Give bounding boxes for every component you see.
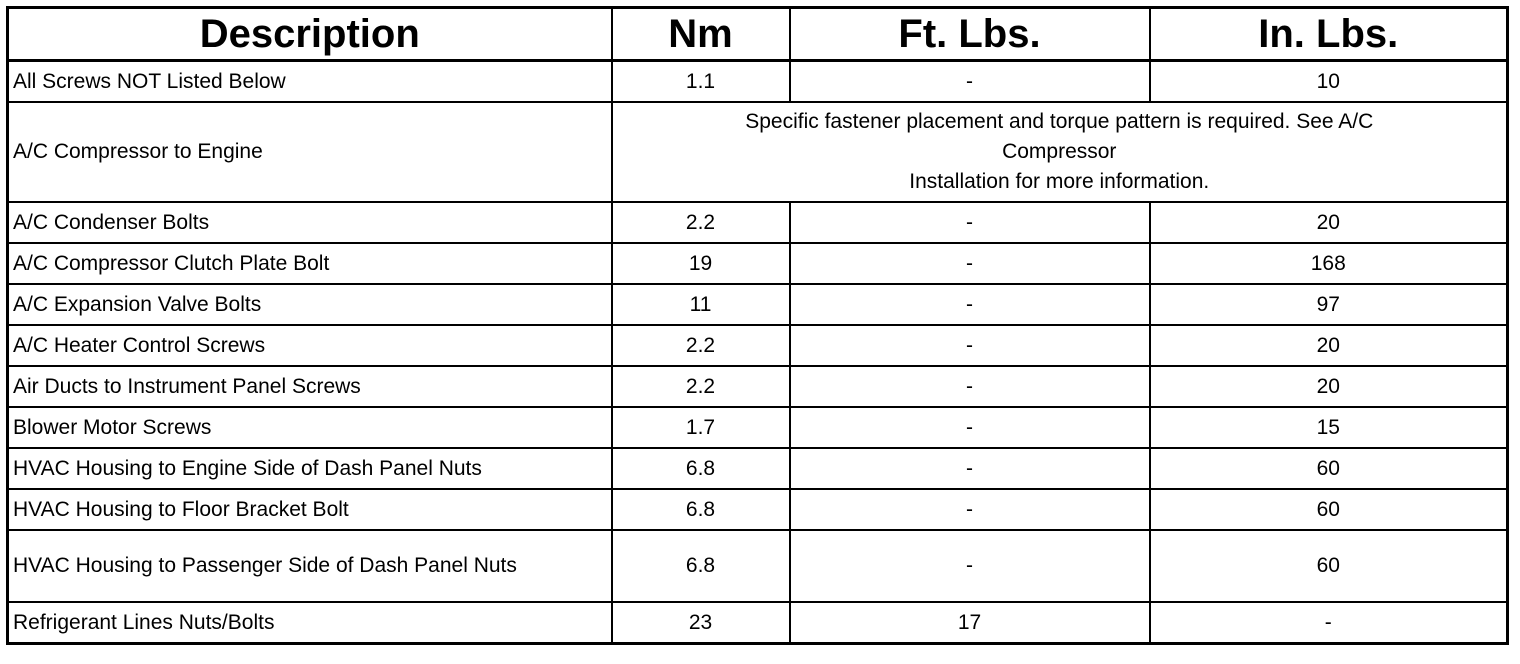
row-nm: 2.2 [612,325,790,366]
row-in-lbs: 10 [1150,61,1508,103]
row-description: A/C Heater Control Screws [8,325,612,366]
table-row [8,448,1508,489]
torque-spec-table [6,6,1509,645]
table-row [8,61,1508,103]
row-ft-lbs: - [790,407,1150,448]
row-in-lbs: 97 [1150,284,1508,325]
row-in-lbs: 60 [1150,530,1508,602]
table-row [8,284,1508,325]
row-nm: 11 [612,284,790,325]
row-nm: 6.8 [612,489,790,530]
row-ft-lbs: - [790,489,1150,530]
row-description: Air Ducts to Instrument Panel Screws [8,366,612,407]
row-ft-lbs: - [790,61,1150,103]
row-in-lbs: 60 [1150,489,1508,530]
row-ft-lbs: - [790,284,1150,325]
row-ft-lbs: - [790,202,1150,243]
table-row [8,102,1508,202]
row-nm: 6.8 [612,448,790,489]
header-nm: Nm [612,8,790,61]
row-in-lbs: 60 [1150,448,1508,489]
header-in-lbs: In. Lbs. [1150,8,1508,61]
torque-spec-table-container [6,6,1506,645]
row-description: Refrigerant Lines Nuts/Bolts [8,602,612,644]
row-in-lbs: 20 [1150,325,1508,366]
row-nm: 2.2 [612,366,790,407]
row-in-lbs: 20 [1150,366,1508,407]
note-line: Installation for more information. [909,170,1210,193]
table-row [8,407,1508,448]
table-row [8,243,1508,284]
row-description: All Screws NOT Listed Below [8,61,612,103]
row-nm: 1.7 [612,407,790,448]
row-description: A/C Compressor to Engine [8,102,612,202]
table-row [8,489,1508,530]
row-in-lbs: 15 [1150,407,1508,448]
header-row [8,8,1508,61]
table-row [8,202,1508,243]
row-description: HVAC Housing to Engine Side of Dash Panel Nuts [8,448,612,489]
row-nm: 6.8 [612,530,790,602]
row-nm: 19 [612,243,790,284]
table-row [8,325,1508,366]
row-nm: 1.1 [612,61,790,103]
row-description: A/C Compressor Clutch Plate Bolt [8,243,612,284]
row-description: A/C Expansion Valve Bolts [8,284,612,325]
row-nm: 23 [612,602,790,644]
row-ft-lbs: - [790,366,1150,407]
row-description: A/C Condenser Bolts [8,202,612,243]
table-row [8,366,1508,407]
row-in-lbs: 20 [1150,202,1508,243]
note-line: Compressor [1002,140,1117,163]
header-description: Description [8,8,612,61]
row-description: HVAC Housing to Passenger Side of Dash Panel Nuts [8,530,612,602]
row-ft-lbs: - [790,448,1150,489]
note-line: Specific fastener placement and torque pattern is required. See A/C [745,110,1374,133]
row-note [612,102,1508,202]
row-ft-lbs: - [790,243,1150,284]
header-ft-lbs: Ft. Lbs. [790,8,1150,61]
row-description: HVAC Housing to Floor Bracket Bolt [8,489,612,530]
table-row [8,602,1508,644]
row-nm: 2.2 [612,202,790,243]
row-in-lbs: 168 [1150,243,1508,284]
row-in-lbs: - [1150,602,1508,644]
row-ft-lbs: - [790,325,1150,366]
row-ft-lbs: 17 [790,602,1150,644]
row-description: Blower Motor Screws [8,407,612,448]
row-ft-lbs: - [790,530,1150,602]
table-row [8,530,1508,602]
